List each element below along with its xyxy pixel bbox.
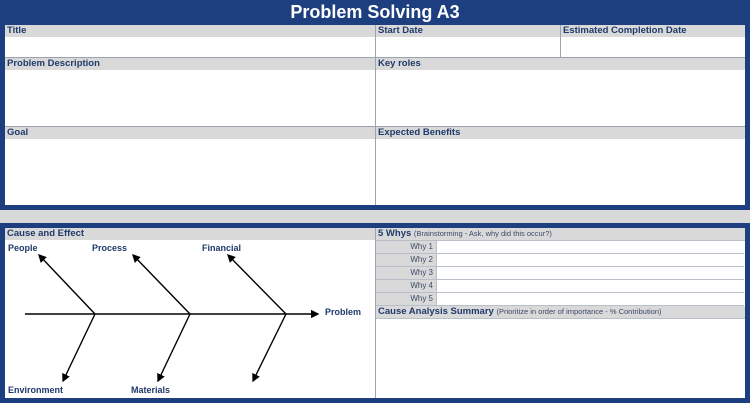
why-row-3[interactable] bbox=[376, 267, 744, 280]
cause-analysis-summary-label: Cause Analysis Summary bbox=[378, 306, 494, 317]
expected-benefits-field[interactable] bbox=[378, 139, 743, 203]
five-whys-header bbox=[376, 228, 745, 241]
five-whys-label: 5 Whys bbox=[378, 228, 412, 239]
page-title: Problem Solving A3 bbox=[0, 0, 750, 25]
category-problem: Problem bbox=[325, 307, 362, 317]
bone-third-lower bbox=[253, 314, 286, 381]
category-process: Process bbox=[92, 243, 128, 253]
why-field[interactable] bbox=[438, 280, 744, 292]
completion-date-field[interactable] bbox=[563, 37, 743, 56]
cause-effect-label: Cause and Effect bbox=[5, 228, 375, 240]
bone-environment bbox=[63, 314, 95, 381]
why-label: Why 2 bbox=[376, 254, 437, 266]
start-date-cell[interactable] bbox=[376, 25, 561, 58]
completion-date-label: Estimated Completion Date bbox=[561, 25, 745, 37]
why-field[interactable] bbox=[438, 254, 744, 266]
why-label: Why 1 bbox=[376, 241, 437, 253]
title-label: Title bbox=[5, 25, 375, 37]
why-label: Why 5 bbox=[376, 293, 437, 305]
fishbone-diagram bbox=[5, 228, 376, 398]
category-environment: Environment bbox=[8, 385, 64, 395]
why-row-2[interactable] bbox=[376, 254, 744, 267]
cause-analysis-summary-field[interactable] bbox=[378, 320, 743, 396]
key-roles-cell[interactable] bbox=[376, 58, 745, 127]
why-row-1[interactable] bbox=[376, 241, 744, 254]
five-whys-note: (Brainstorming - Ask, why did this occur?) bbox=[413, 229, 552, 238]
title-field[interactable] bbox=[7, 37, 373, 56]
why-row-5[interactable] bbox=[376, 293, 744, 306]
problem-description-label: Problem Description bbox=[5, 58, 375, 70]
expected-benefits-cell[interactable] bbox=[376, 127, 745, 205]
problem-description-field[interactable] bbox=[7, 70, 373, 124]
start-date-field[interactable] bbox=[378, 37, 558, 56]
why-field[interactable] bbox=[438, 267, 744, 279]
title-cell[interactable] bbox=[5, 25, 376, 58]
why-label: Why 4 bbox=[376, 280, 437, 292]
why-row-4[interactable] bbox=[376, 280, 744, 293]
cause-analysis-summary-note: (Prioritize in order of importance - % Contribution) bbox=[496, 307, 662, 316]
why-field[interactable] bbox=[438, 241, 744, 253]
why-field[interactable] bbox=[438, 293, 744, 305]
bottom-section bbox=[5, 228, 745, 398]
category-financial: Financial bbox=[202, 243, 242, 253]
cause-analysis-summary-cell[interactable] bbox=[376, 306, 745, 398]
bone-materials bbox=[158, 314, 190, 381]
section-divider bbox=[0, 210, 750, 223]
key-roles-field[interactable] bbox=[378, 70, 743, 124]
category-people: People bbox=[8, 243, 38, 253]
goal-field[interactable] bbox=[7, 139, 373, 203]
cause-analysis-summary-header bbox=[376, 306, 745, 319]
start-date-label: Start Date bbox=[376, 25, 560, 37]
why-label: Why 3 bbox=[376, 267, 437, 279]
bone-process bbox=[133, 255, 190, 314]
goal-cell[interactable] bbox=[5, 127, 376, 205]
cause-effect-cell bbox=[5, 228, 376, 398]
category-materials: Materials bbox=[131, 385, 171, 395]
bone-financial bbox=[228, 255, 286, 314]
problem-description-cell[interactable] bbox=[5, 58, 376, 127]
goal-label: Goal bbox=[5, 127, 375, 139]
top-section bbox=[5, 25, 745, 205]
expected-benefits-label: Expected Benefits bbox=[376, 127, 745, 139]
bone-people bbox=[39, 255, 95, 314]
completion-date-cell[interactable] bbox=[561, 25, 745, 58]
key-roles-label: Key roles bbox=[376, 58, 745, 70]
